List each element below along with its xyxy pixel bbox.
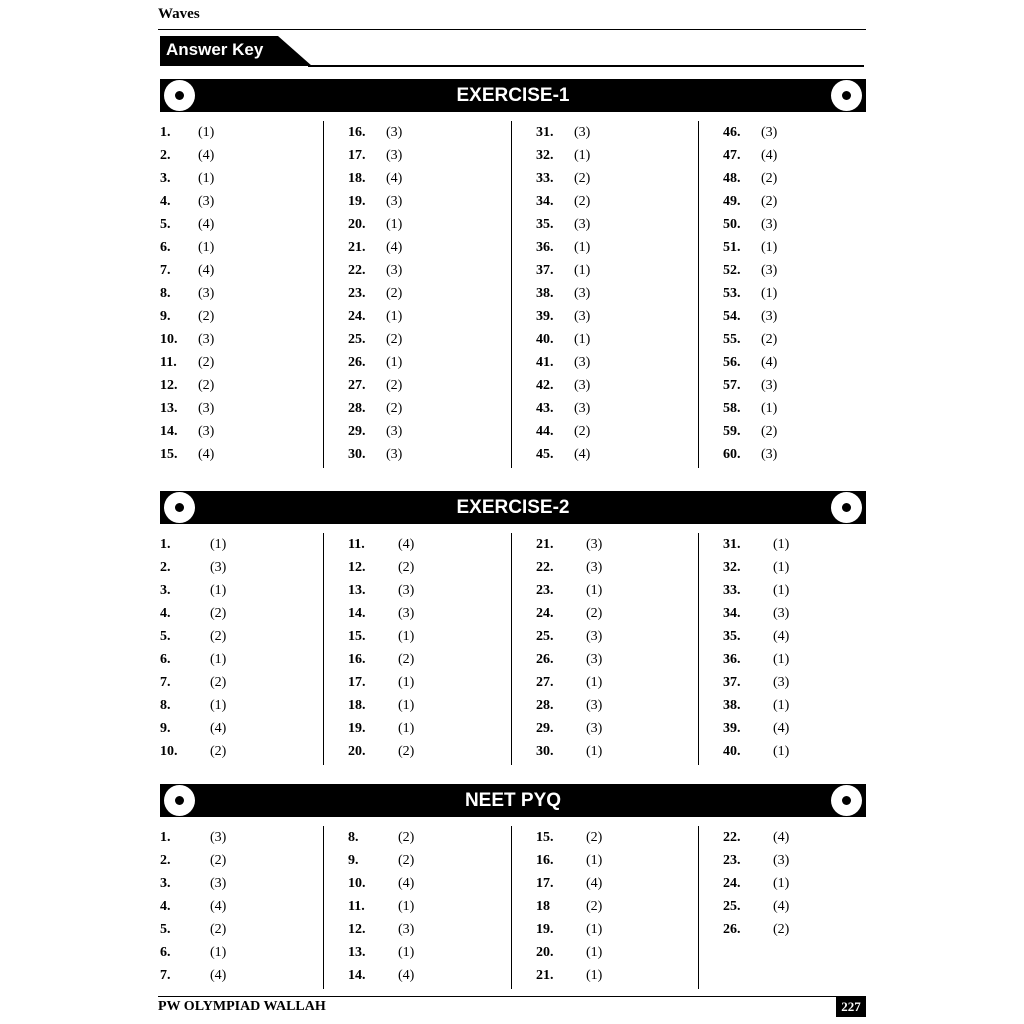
answer-option: (3) bbox=[574, 309, 591, 324]
answer-option: (2) bbox=[586, 830, 603, 845]
answer-option: (1) bbox=[386, 309, 403, 324]
section-title: NEET PYQ bbox=[464, 790, 562, 811]
answer-option: (2) bbox=[574, 424, 591, 439]
running-head: Waves bbox=[158, 6, 200, 22]
answer-option: (2) bbox=[386, 378, 403, 393]
question-number: 9. bbox=[348, 853, 359, 868]
question-number: 23. bbox=[348, 286, 366, 301]
answer-option: (1) bbox=[210, 945, 227, 960]
question-number: 41. bbox=[536, 355, 554, 370]
question-number: 30. bbox=[536, 744, 554, 759]
answer-option: (3) bbox=[761, 309, 778, 324]
question-number: 10. bbox=[348, 876, 366, 891]
question-number: 20. bbox=[348, 744, 366, 759]
column-divider bbox=[323, 121, 324, 468]
question-number: 8. bbox=[160, 286, 171, 301]
question-number: 58. bbox=[723, 401, 741, 416]
answer-option: (4) bbox=[398, 876, 415, 891]
question-number: 19. bbox=[348, 721, 366, 736]
answer-option: (3) bbox=[198, 194, 215, 209]
answer-option: (1) bbox=[586, 853, 603, 868]
answer-option: (1) bbox=[586, 675, 603, 690]
answer-option: (4) bbox=[198, 263, 215, 278]
answer-option: (4) bbox=[773, 830, 790, 845]
answer-option: (1) bbox=[210, 537, 227, 552]
question-number: 22. bbox=[536, 560, 554, 575]
answer-option: (1) bbox=[773, 744, 790, 759]
answer-option: (4) bbox=[198, 148, 215, 163]
question-number: 28. bbox=[536, 698, 554, 713]
question-number: 56. bbox=[723, 355, 741, 370]
question-number: 10. bbox=[160, 332, 178, 347]
question-number: 52. bbox=[723, 263, 741, 278]
answer-option: (4) bbox=[198, 217, 215, 232]
question-number: 3. bbox=[160, 876, 171, 891]
answer-option: (3) bbox=[386, 125, 403, 140]
answer-option: (3) bbox=[574, 355, 591, 370]
answer-option: (1) bbox=[574, 263, 591, 278]
answer-option: (1) bbox=[586, 583, 603, 598]
question-number: 1. bbox=[160, 537, 171, 552]
question-number: 38. bbox=[536, 286, 554, 301]
answer-option: (1) bbox=[386, 355, 403, 370]
answer-option: (3) bbox=[398, 606, 415, 621]
answer-option: (4) bbox=[386, 171, 403, 186]
answer-option: (3) bbox=[198, 286, 215, 301]
question-number: 16. bbox=[348, 652, 366, 667]
question-number: 36. bbox=[536, 240, 554, 255]
answer-option: (1) bbox=[210, 652, 227, 667]
question-number: 10. bbox=[160, 744, 178, 759]
answer-option: (4) bbox=[398, 968, 415, 983]
answer-option: (1) bbox=[586, 968, 603, 983]
answer-option: (3) bbox=[398, 583, 415, 598]
question-number: 50. bbox=[723, 217, 741, 232]
answer-option: (4) bbox=[574, 447, 591, 462]
question-number: 9. bbox=[160, 309, 171, 324]
section-header-bar bbox=[160, 79, 866, 112]
answer-option: (3) bbox=[586, 560, 603, 575]
question-number: 31. bbox=[536, 125, 554, 140]
question-number: 32. bbox=[536, 148, 554, 163]
question-number: 13. bbox=[160, 401, 178, 416]
answer-option: (1) bbox=[210, 698, 227, 713]
answer-option: (4) bbox=[773, 899, 790, 914]
answer-option: (2) bbox=[198, 309, 215, 324]
answer-option: (4) bbox=[761, 355, 778, 370]
answer-option: (3) bbox=[386, 194, 403, 209]
answer-option: (2) bbox=[386, 401, 403, 416]
answer-option: (1) bbox=[398, 675, 415, 690]
question-number: 39. bbox=[723, 721, 741, 736]
question-number: 17. bbox=[348, 148, 366, 163]
question-number: 33. bbox=[536, 171, 554, 186]
answer-option: (2) bbox=[210, 629, 227, 644]
answer-option: (4) bbox=[210, 968, 227, 983]
question-number: 55. bbox=[723, 332, 741, 347]
answer-option: (3) bbox=[386, 263, 403, 278]
question-number: 37. bbox=[536, 263, 554, 278]
question-number: 21. bbox=[536, 537, 554, 552]
answer-option: (2) bbox=[398, 744, 415, 759]
answer-option: (3) bbox=[386, 447, 403, 462]
question-number: 25. bbox=[536, 629, 554, 644]
top-rule bbox=[158, 29, 866, 30]
question-number: 17. bbox=[536, 876, 554, 891]
question-number: 23. bbox=[723, 853, 741, 868]
question-number: 27. bbox=[348, 378, 366, 393]
bottom-rule bbox=[158, 996, 866, 997]
answer-option: (1) bbox=[586, 945, 603, 960]
question-number: 12. bbox=[348, 560, 366, 575]
question-number: 20. bbox=[536, 945, 554, 960]
question-number: 42. bbox=[536, 378, 554, 393]
question-number: 4. bbox=[160, 606, 171, 621]
answer-option: (3) bbox=[761, 378, 778, 393]
question-number: 11. bbox=[348, 899, 365, 914]
answer-option: (3) bbox=[574, 401, 591, 416]
ring-icon bbox=[831, 492, 862, 523]
answer-option: (2) bbox=[210, 922, 227, 937]
question-number: 39. bbox=[536, 309, 554, 324]
answer-option: (2) bbox=[210, 675, 227, 690]
question-number: 8. bbox=[348, 830, 359, 845]
column-divider bbox=[323, 826, 324, 989]
question-number: 18. bbox=[348, 698, 366, 713]
answer-option: (3) bbox=[586, 698, 603, 713]
question-number: 3. bbox=[160, 171, 171, 186]
question-number: 11. bbox=[348, 537, 365, 552]
question-number: 60. bbox=[723, 447, 741, 462]
ring-icon bbox=[831, 80, 862, 111]
question-number: 32. bbox=[723, 560, 741, 575]
question-number: 2. bbox=[160, 560, 171, 575]
answer-option: (2) bbox=[398, 830, 415, 845]
answer-option: (1) bbox=[761, 286, 778, 301]
answer-option: (1) bbox=[773, 537, 790, 552]
question-number: 34. bbox=[536, 194, 554, 209]
answer-option: (2) bbox=[761, 424, 778, 439]
question-number: 26. bbox=[536, 652, 554, 667]
question-number: 43. bbox=[536, 401, 554, 416]
answer-option: (3) bbox=[198, 332, 215, 347]
answer-option: (2) bbox=[198, 378, 215, 393]
question-number: 14. bbox=[348, 968, 366, 983]
question-number: 23. bbox=[536, 583, 554, 598]
answer-option: (3) bbox=[761, 217, 778, 232]
question-number: 16. bbox=[536, 853, 554, 868]
answer-option: (1) bbox=[586, 922, 603, 937]
answer-option: (1) bbox=[398, 629, 415, 644]
question-number: 20. bbox=[348, 217, 366, 232]
answer-option: (3) bbox=[586, 721, 603, 736]
answer-option: (4) bbox=[586, 876, 603, 891]
answer-option: (3) bbox=[773, 606, 790, 621]
question-number: 4. bbox=[160, 899, 171, 914]
question-number: 27. bbox=[536, 675, 554, 690]
answer-option: (4) bbox=[773, 629, 790, 644]
answer-option: (3) bbox=[586, 537, 603, 552]
column-divider bbox=[511, 826, 512, 989]
answer-option: (4) bbox=[210, 899, 227, 914]
question-number: 18 bbox=[536, 899, 550, 914]
answer-option: (2) bbox=[398, 560, 415, 575]
question-number: 2. bbox=[160, 853, 171, 868]
question-number: 51. bbox=[723, 240, 741, 255]
answer-option: (1) bbox=[773, 583, 790, 598]
question-number: 13. bbox=[348, 583, 366, 598]
question-number: 31. bbox=[723, 537, 741, 552]
question-number: 33. bbox=[723, 583, 741, 598]
question-number: 15. bbox=[348, 629, 366, 644]
answer-option: (3) bbox=[586, 652, 603, 667]
question-number: 38. bbox=[723, 698, 741, 713]
answer-option: (3) bbox=[773, 675, 790, 690]
question-number: 14. bbox=[348, 606, 366, 621]
section-header-bar bbox=[160, 784, 866, 817]
question-number: 44. bbox=[536, 424, 554, 439]
answer-option: (3) bbox=[210, 560, 227, 575]
answer-option: (3) bbox=[398, 922, 415, 937]
answer-option: (1) bbox=[586, 744, 603, 759]
question-number: 12. bbox=[348, 922, 366, 937]
answer-option: (2) bbox=[198, 355, 215, 370]
answer-option: (1) bbox=[761, 401, 778, 416]
question-number: 15. bbox=[160, 447, 178, 462]
question-number: 6. bbox=[160, 945, 171, 960]
answer-option: (1) bbox=[574, 148, 591, 163]
answer-key-rule bbox=[308, 65, 864, 67]
question-number: 59. bbox=[723, 424, 741, 439]
question-number: 1. bbox=[160, 125, 171, 140]
question-number: 30. bbox=[348, 447, 366, 462]
footer-publisher: PW OLYMPIAD WALLAH bbox=[158, 999, 326, 1014]
question-number: 14. bbox=[160, 424, 178, 439]
answer-option: (1) bbox=[773, 698, 790, 713]
question-number: 22. bbox=[348, 263, 366, 278]
answer-option: (1) bbox=[198, 125, 215, 140]
answer-option: (3) bbox=[773, 853, 790, 868]
section-header-bar bbox=[160, 491, 866, 524]
question-number: 4. bbox=[160, 194, 171, 209]
answer-option: (2) bbox=[761, 171, 778, 186]
column-divider bbox=[698, 533, 699, 765]
answer-option: (1) bbox=[198, 171, 215, 186]
answer-option: (2) bbox=[761, 332, 778, 347]
answer-option: (3) bbox=[574, 286, 591, 301]
answer-option: (1) bbox=[398, 698, 415, 713]
answer-option: (2) bbox=[210, 853, 227, 868]
answer-option: (1) bbox=[398, 721, 415, 736]
answer-option: (2) bbox=[586, 899, 603, 914]
answer-option: (1) bbox=[198, 240, 215, 255]
column-divider bbox=[698, 121, 699, 468]
answer-option: (1) bbox=[574, 332, 591, 347]
answer-option: (3) bbox=[761, 263, 778, 278]
answer-option: (3) bbox=[574, 125, 591, 140]
column-divider bbox=[323, 533, 324, 765]
answer-option: (1) bbox=[773, 560, 790, 575]
question-number: 40. bbox=[723, 744, 741, 759]
answer-option: (2) bbox=[398, 853, 415, 868]
ring-icon bbox=[831, 785, 862, 816]
question-number: 46. bbox=[723, 125, 741, 140]
question-number: 34. bbox=[723, 606, 741, 621]
answer-option: (1) bbox=[398, 899, 415, 914]
answer-option: (1) bbox=[773, 876, 790, 891]
answer-option: (3) bbox=[761, 125, 778, 140]
question-number: 11. bbox=[160, 355, 177, 370]
question-number: 26. bbox=[348, 355, 366, 370]
answer-option: (1) bbox=[574, 240, 591, 255]
question-number: 35. bbox=[723, 629, 741, 644]
question-number: 2. bbox=[160, 148, 171, 163]
answer-option: (4) bbox=[210, 721, 227, 736]
answer-option: (2) bbox=[210, 606, 227, 621]
column-divider bbox=[698, 826, 699, 989]
answer-option: (3) bbox=[761, 447, 778, 462]
answer-option: (4) bbox=[386, 240, 403, 255]
question-number: 16. bbox=[348, 125, 366, 140]
question-number: 21. bbox=[536, 968, 554, 983]
question-number: 6. bbox=[160, 652, 171, 667]
question-number: 19. bbox=[536, 922, 554, 937]
answer-option: (1) bbox=[398, 945, 415, 960]
question-number: 5. bbox=[160, 922, 171, 937]
answer-option: (2) bbox=[586, 606, 603, 621]
question-number: 7. bbox=[160, 968, 171, 983]
answer-option: (2) bbox=[574, 171, 591, 186]
answer-option: (2) bbox=[398, 652, 415, 667]
question-number: 35. bbox=[536, 217, 554, 232]
question-number: 29. bbox=[348, 424, 366, 439]
question-number: 26. bbox=[723, 922, 741, 937]
answer-option: (3) bbox=[574, 217, 591, 232]
answer-option: (2) bbox=[210, 744, 227, 759]
answer-option: (4) bbox=[398, 537, 415, 552]
answer-option: (1) bbox=[210, 583, 227, 598]
question-number: 28. bbox=[348, 401, 366, 416]
section-title: EXERCISE-2 bbox=[456, 497, 570, 518]
answer-option: (4) bbox=[773, 721, 790, 736]
question-number: 5. bbox=[160, 217, 171, 232]
question-number: 24. bbox=[348, 309, 366, 324]
question-number: 25. bbox=[348, 332, 366, 347]
question-number: 8. bbox=[160, 698, 171, 713]
question-number: 17. bbox=[348, 675, 366, 690]
question-number: 6. bbox=[160, 240, 171, 255]
question-number: 29. bbox=[536, 721, 554, 736]
question-number: 3. bbox=[160, 583, 171, 598]
question-number: 45. bbox=[536, 447, 554, 462]
column-divider bbox=[511, 533, 512, 765]
question-number: 24. bbox=[723, 876, 741, 891]
answer-option: (4) bbox=[198, 447, 215, 462]
answer-option: (3) bbox=[198, 424, 215, 439]
answer-option: (3) bbox=[574, 378, 591, 393]
question-number: 22. bbox=[723, 830, 741, 845]
answer-option: (2) bbox=[574, 194, 591, 209]
answer-option: (3) bbox=[198, 401, 215, 416]
question-number: 15. bbox=[536, 830, 554, 845]
answer-key-label: Answer Key bbox=[166, 40, 264, 59]
question-number: 49. bbox=[723, 194, 741, 209]
question-number: 5. bbox=[160, 629, 171, 644]
question-number: 48. bbox=[723, 171, 741, 186]
question-number: 7. bbox=[160, 675, 171, 690]
answer-option: (2) bbox=[386, 286, 403, 301]
question-number: 21. bbox=[348, 240, 366, 255]
answer-option: (1) bbox=[773, 652, 790, 667]
answer-option: (1) bbox=[761, 240, 778, 255]
answer-option: (3) bbox=[386, 148, 403, 163]
column-divider bbox=[511, 121, 512, 468]
question-number: 7. bbox=[160, 263, 171, 278]
question-number: 19. bbox=[348, 194, 366, 209]
question-number: 12. bbox=[160, 378, 178, 393]
question-number: 40. bbox=[536, 332, 554, 347]
question-number: 24. bbox=[536, 606, 554, 621]
question-number: 1. bbox=[160, 830, 171, 845]
answer-option: (3) bbox=[386, 424, 403, 439]
question-number: 13. bbox=[348, 945, 366, 960]
answer-option: (2) bbox=[386, 332, 403, 347]
question-number: 54. bbox=[723, 309, 741, 324]
answer-option: (3) bbox=[586, 629, 603, 644]
answer-option: (4) bbox=[761, 148, 778, 163]
answer-option: (3) bbox=[210, 830, 227, 845]
answer-option: (3) bbox=[210, 876, 227, 891]
question-number: 36. bbox=[723, 652, 741, 667]
question-number: 18. bbox=[348, 171, 366, 186]
answer-option: (2) bbox=[773, 922, 790, 937]
question-number: 47. bbox=[723, 148, 741, 163]
section-title: EXERCISE-1 bbox=[456, 85, 570, 106]
question-number: 9. bbox=[160, 721, 171, 736]
answer-option: (1) bbox=[386, 217, 403, 232]
question-number: 53. bbox=[723, 286, 741, 301]
question-number: 25. bbox=[723, 899, 741, 914]
page-number: 227 bbox=[841, 999, 861, 1014]
question-number: 37. bbox=[723, 675, 741, 690]
answer-option: (2) bbox=[761, 194, 778, 209]
question-number: 57. bbox=[723, 378, 741, 393]
